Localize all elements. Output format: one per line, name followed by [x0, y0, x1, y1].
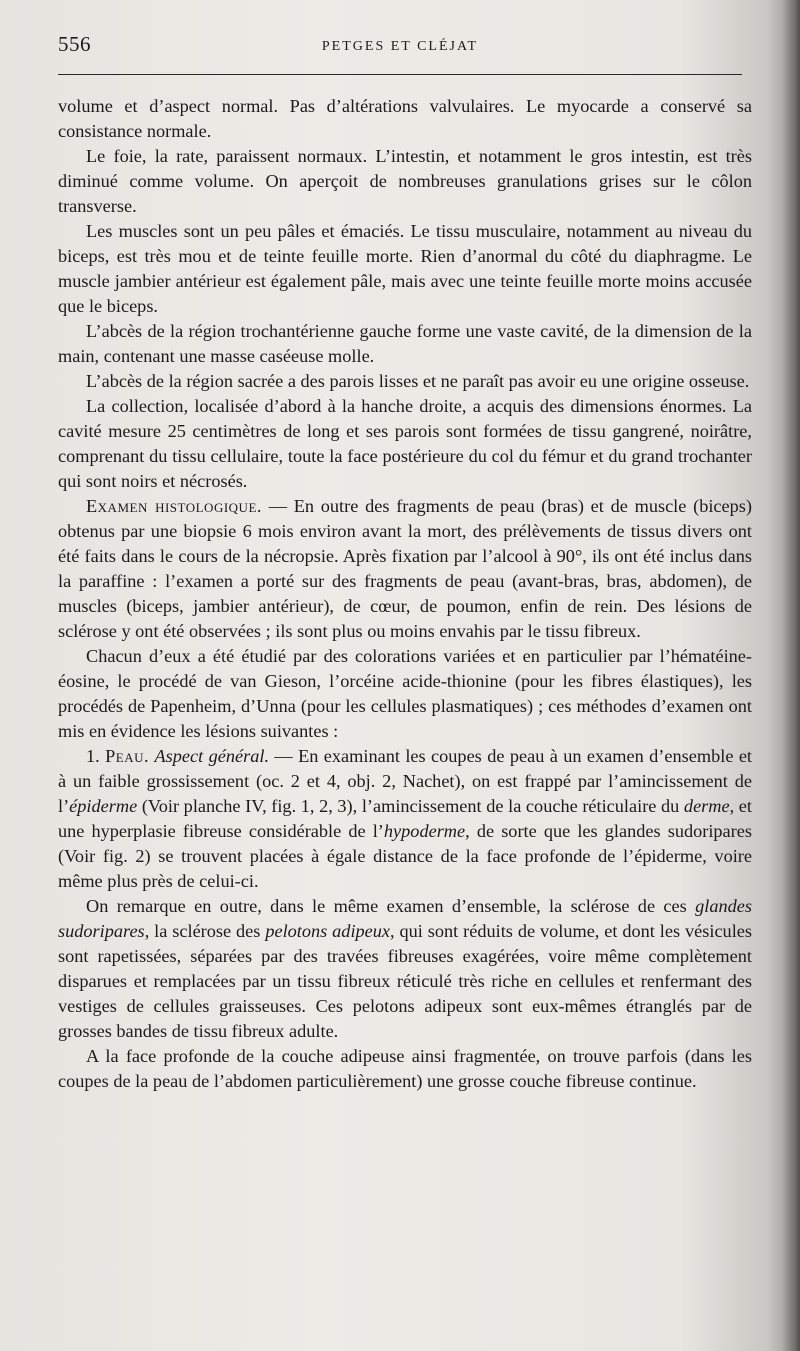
section-heading-examen: Examen histologique. — [86, 496, 262, 516]
section-heading-peau: Peau. — [105, 746, 150, 766]
paragraph: L’abcès de la région sacrée a des parois lisses et ne paraît pas avoir eu une origine osseuse. — [86, 371, 750, 391]
body-text — [58, 94, 752, 1094]
item-number: 1. — [86, 746, 106, 766]
term-derme: derme — [683, 796, 730, 816]
paragraph-text: — En outre des fragments de peau (bras) et de muscle (biceps) obtenus par une biopsie 6 mois environ avant la mort, des prélèvements de tissus divers ont été faits dans le cours de la nécropsie. Après fixation par l’alcool à 90°, ils ont été inclus dans la paraffine : l’examen a porté sur des fragments de peau (avant-bras, bras, abdomen), de muscles (biceps, jambier antérieur), de cœur, de poumon, enfin de rein. Des lésions de sclérose y ont été observées ; ils sont plus ou moins envahis par le tissu fibreux. — [58, 496, 752, 641]
page-edge-shadow — [782, 0, 800, 1351]
subheading-aspect: Aspect général. — [154, 746, 270, 766]
text-run: (Voir planche IV, fig. 1, 2, 3), l’amincissement de la couche réticulaire du — [137, 796, 684, 816]
term-hypoderme: hypoderme — [383, 821, 466, 841]
paragraph: A la face profonde de la couche adipeuse ainsi fragmentée, on trouve parfois (dans les coupes de la peau de l’abdomen particulièrement) une grosse couche fibreuse continue. — [58, 1046, 752, 1091]
paragraph: La collection, localisée d’abord à la hanche droite, a acquis des dimensions énormes. La cavité mesure 25 centimètres de long et ses parois sont formées de tissu gangrené, noirâtre, comprenant du tissu cellulaire, toute la face postérieure du col du fémur et du grand trochanter qui sont noirs et nécrosés. — [58, 396, 752, 491]
term-pelotons: pelotons adipeux — [265, 921, 391, 941]
text-run: On remarque en outre, dans le même examen d’ensemble, la sclérose de ces — [86, 896, 696, 916]
text-run: — En examinant les coupes de peau à un examen d’ensemble et à un faible grossissement (oc. 2 et 4, obj. 2, Nachet), on est frappé par l’amincissement de l’ — [58, 746, 753, 816]
paragraph-sclerose — [58, 894, 752, 1044]
term-glandes: glandes sudoripares — [58, 896, 752, 941]
paragraph: Les muscles sont un peu pâles et émaciés. Le tissu musculaire, notamment au niveau du biceps, est très mou et de teinte feuille morte. Rien d’anormal du côté du diaphragme. Le muscle jambier antérieur est également pâle, mais avec une teinte feuille morte moins accusée que le biceps. — [58, 221, 752, 316]
page-header — [58, 32, 742, 62]
running-title: PETGES ET CLÉJAT — [321, 39, 479, 54]
paragraph: Le foie, la rate, paraissent normaux. L’intestin, et notamment le gros intestin, est très diminué comme volume. On aperçoit de nombreuses granulations grises sur le côlon transverse. — [58, 146, 752, 216]
text-run: , la sclérose des — [144, 921, 266, 941]
text-run: , de sorte que les glandes sudoripares (Voir fig. 2) se trouvent placées à égale distance de la face profonde de l’épiderme, voire même plus près de celui-ci. — [58, 821, 752, 891]
page-number: 556 — [58, 32, 91, 56]
paragraph-peau — [58, 744, 752, 894]
paragraph: volume et d’aspect normal. Pas d’altérations valvulaires. Le myocarde a conservé sa consistance normale. — [58, 96, 752, 141]
header-rule — [58, 74, 742, 75]
paragraph-examen — [58, 494, 752, 644]
text-run: , et une hyperplasie fibreuse considérable de l’ — [58, 796, 752, 841]
term-epiderme: épiderme — [69, 796, 138, 816]
paragraph: L’abcès de la région trochantérienne gauche forme une vaste cavité, de la dimension de la main, contenant une masse caséeuse molle. — [58, 321, 752, 366]
text-run: , qui sont réduits de volume, et dont les vésicules sont rapetissées, séparées par des travées fibreuses exagérées, voire même complètement disparues et remplacées par un tissu fibreux réticulé très riche en cellules et renfermant des vestiges de cellules graisseuses. Ces pelotons adipeux sont eux-mêmes étranglés par de grosses bandes de tissu fibreux adulte. — [58, 921, 753, 1041]
paragraph: Chacun d’eux a été étudié par des colorations variées et en particulier par l’hématéine-éosine, le procédé de van Gieson, l’orcéine acide-thionine (pour les fibres élastiques), les procédés de Papenheim, d’Unna (pour les cellules plasmatiques) ; ces méthodes d’examen ont mis en évidence les lésions suivantes : — [58, 646, 752, 741]
